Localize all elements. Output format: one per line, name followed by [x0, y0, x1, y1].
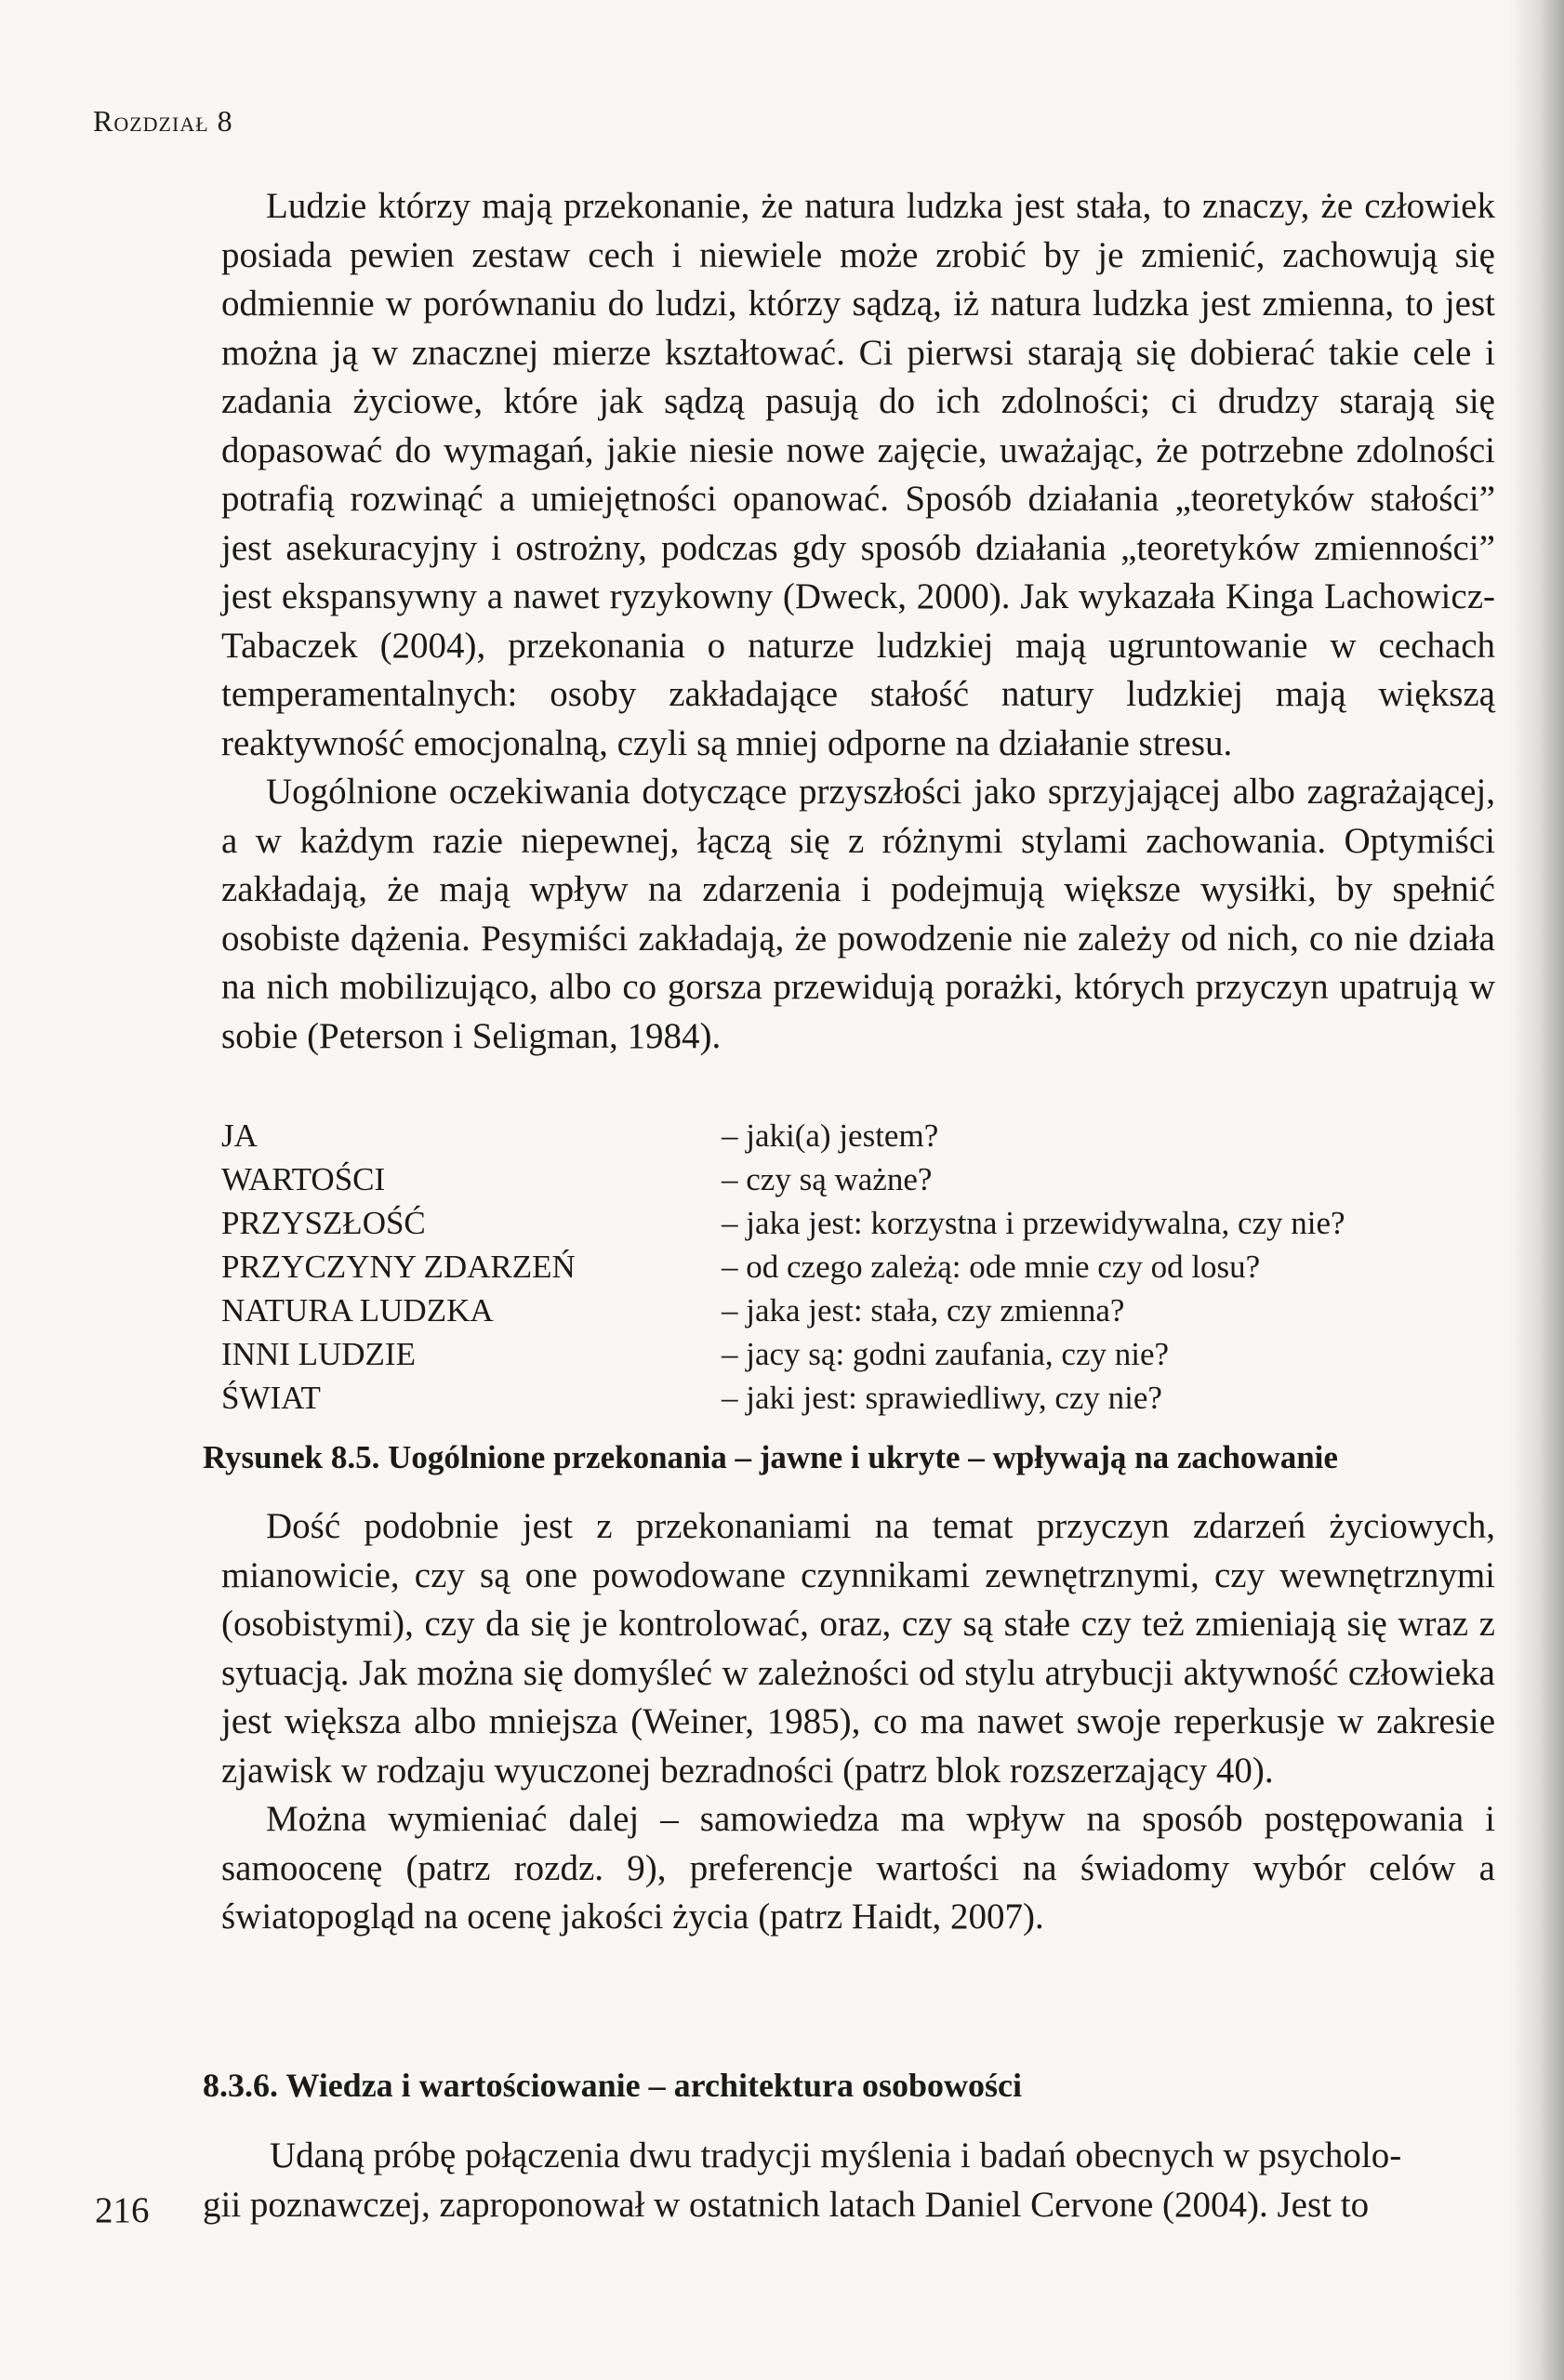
figure-term: WARTOŚCI [221, 1161, 386, 1197]
figure-term: PRZYCZYNY ZDARZEŃ [221, 1249, 576, 1285]
paragraph: Można wymieniać dalej – samowiedza ma wpływ na sposób postępowania i samoocenę (patrz rozdz. 9), preferencje wartości na świadomy wybór celów a światopogląd na ocenę jakości życia (patrz Haidt, 2007). [221, 1799, 1495, 1937]
figure-term: PRZYSZŁOŚĆ [221, 1205, 426, 1241]
running-header [93, 104, 233, 139]
figure-term: JA [221, 1117, 258, 1154]
figure-row [221, 1114, 1523, 1157]
chapter-label: Rozdział 8 [93, 104, 233, 138]
line-text: Udaną próbę połączenia dwu tradycji myślenia i badań obecnych w psycholo- [270, 2135, 1402, 2175]
figure-question: – jaki(a) jestem? [722, 1117, 939, 1154]
figure-row [221, 1289, 1523, 1332]
figure-question: – od czego zależą: ode mnie czy od losu? [722, 1249, 1261, 1285]
figure-row [221, 1332, 1523, 1376]
text-block-3 [203, 2131, 1497, 2229]
section-heading: 8.3.6. Wiedza i wartościowanie – architektura osobowości [203, 2067, 1022, 2104]
figure-term: NATURA LUDZKA [221, 1292, 494, 1329]
figure-row [221, 1201, 1523, 1245]
text-block-2 [221, 1502, 1495, 1942]
figure-question: – jaka jest: korzystna i przewidywalna, czy nie? [722, 1205, 1345, 1241]
text-line [203, 2131, 1497, 2180]
paragraph: Ludzie którzy mają przekonanie, że natura ludzka jest stała, to znaczy, że człowiek posiada pewien zestaw cech i niewiele może zrobić by je zmienić, zachowują się odmiennie w porównaniu do ludzi, którzy sądzą, iż natura ludzka jest zmienna, to jest można ją w znacznej mierze kształtować. Ci pierwsi starają się dobierać takie cele i zadania życiowe, które jak sądzą pasują do ich zdolności; ci drudzy starają się dopasować do wymagań, jakie niesie nowe zajęcie, uważając, że potrzebne zdolności potrafią rozwinąć a umiejętności opanować. Sposób działania „teoretyków stałości” jest asekuracyjny i ostrożny, podczas gdy sposób działania „teoretyków zmienności” jest ekspansywny a nawet ryzykowny (Dweck, 2000). Jak wykazała Kinga Lachowicz-Tabaczek (2004), przekonania o naturze ludzkiej mają ugruntowanie w cechach temperamentalnych: osoby zakładające stałość natury ludzkiej mają większą reaktywność emocjonalną, czyli są mniej odporne na działanie stresu. [221, 186, 1495, 763]
figure-question: – jaka jest: stała, czy zmienna? [722, 1292, 1125, 1329]
text-block-1 [221, 182, 1495, 1061]
figure-term: ŚWIAT [221, 1380, 321, 1416]
figure-row [221, 1245, 1523, 1289]
figure-question: – czy są ważne? [722, 1161, 933, 1197]
figure-caption: Rysunek 8.5. Uogólnione przekonania – jawne i ukryte – wpływają na zachowanie [203, 1439, 1338, 1475]
figure-term: INNI LUDZIE [221, 1336, 416, 1372]
figure-beliefs [221, 1114, 1523, 1420]
paragraph: Uogólnione oczekiwania dotyczące przyszłości jako sprzyjającej albo zagrażającej, a w każdym razie niepewnej, łączą się z różnymi stylami zachowania. Optymiści zakładają, że mają wpływ na zdarzenia i podejmują większe wysiłki, by spełnić osobiste dążenia. Pesymiści zakładają, że powodzenie nie zależy od nich, co nie działa na nich mobilizująco, albo co gorsza przewidują porażki, których przyczyn upatrują w sobie (Peterson i Seligman, 1984). [221, 772, 1495, 1056]
figure-question: – jacy są: godni zaufania, czy nie? [722, 1336, 1170, 1372]
page-number: 216 [95, 2190, 150, 2230]
text-line: gii poznawczej, zaproponował w ostatnich latach Daniel Cervone (2004). Jest to [203, 2185, 1370, 2225]
figure-question: – jaki jest: sprawiedliwy, czy nie? [722, 1380, 1162, 1416]
paragraph: Dość podobnie jest z przekonaniami na temat przyczyn zdarzeń życiowych, mianowicie, czy są one powodowane czynnikami zewnętrznymi, czy wewnętrznymi (osobistymi), czy da się je kontrolować, oraz, czy są stałe czy też zmieniają się wraz z sytuacją. Jak można się domyśleć w zależności od stylu atrybucji aktywność człowieka jest większa albo mniejsza (Weiner, 1985), co ma nawet swoje reperkusje w zakresie zjawisk w rodzaju wyuczonej bezradności (patrz blok rozszerzający 40). [221, 1506, 1495, 1791]
figure-row [221, 1376, 1523, 1420]
figure-row [221, 1157, 1523, 1201]
